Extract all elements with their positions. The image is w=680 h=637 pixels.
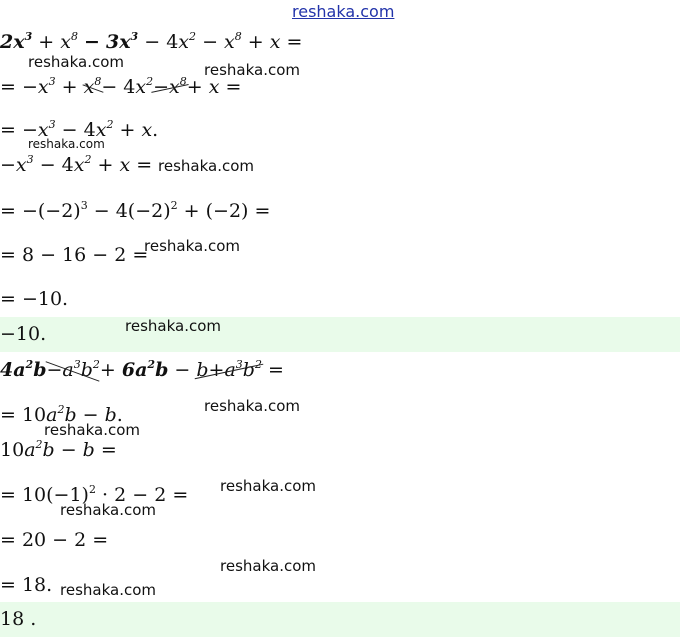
p2-line-4: = $10(-1)^2 \cdot 2 - 2$ = [0,483,189,506]
p2-line-5: = 20 − 2 = [0,529,109,551]
watermark: reshaka.com [220,477,316,495]
p1-answer-text: −10. [0,323,47,345]
watermark: reshaka.com [44,421,140,439]
p2-line-1: $4a^2b-a^3b^2+ 6a^2b - b+a^3b^2$ = [0,358,284,381]
p1-line-5: = $-(-2)^3 - 4(-2)^2 + (-2)$ = [0,199,271,222]
p2-line-6: = 18. [0,574,53,596]
p1-answer [0,322,46,346]
watermark: reshaka.com [144,237,240,255]
watermark: reshaka.com [204,397,300,415]
watermark: reshaka.com [28,137,105,151]
p1-line-4: $-x^3 - 4x^2 + x$ = [0,153,153,176]
watermark: reshaka.com [125,317,221,335]
p1-line-1: $2x^3 + x^8 - 3x^3 - 4x^2 - x^8 + x$ = [0,30,303,53]
watermark: reshaka.com [204,61,300,79]
watermark: reshaka.com [158,157,254,175]
watermark: reshaka.com [220,557,316,575]
p2-line-2: = $10a^2b - b$. [0,403,123,426]
p1-line-3: = $-x^3 - 4x^2 + x$. [0,118,159,141]
p2-answer-band [0,602,680,637]
p2-line-3: $10a^2b - b$ = [0,438,117,461]
p1-answer-band [0,317,680,352]
watermark: reshaka.com [60,501,156,519]
p1-line-6: = 8 − 16 − 2 = [0,244,149,266]
watermark: reshaka.com [28,53,124,71]
p2-answer-text: 18 . [0,608,37,630]
watermark: reshaka.com [60,581,156,599]
p2-answer [0,607,36,631]
watermark-top[interactable]: reshaka.com [292,2,395,21]
p1-line-7: = −10. [0,288,69,310]
p1-line-2: = $-x^3 + x^8- 4x^2-x^8+ x$ = [0,75,242,98]
